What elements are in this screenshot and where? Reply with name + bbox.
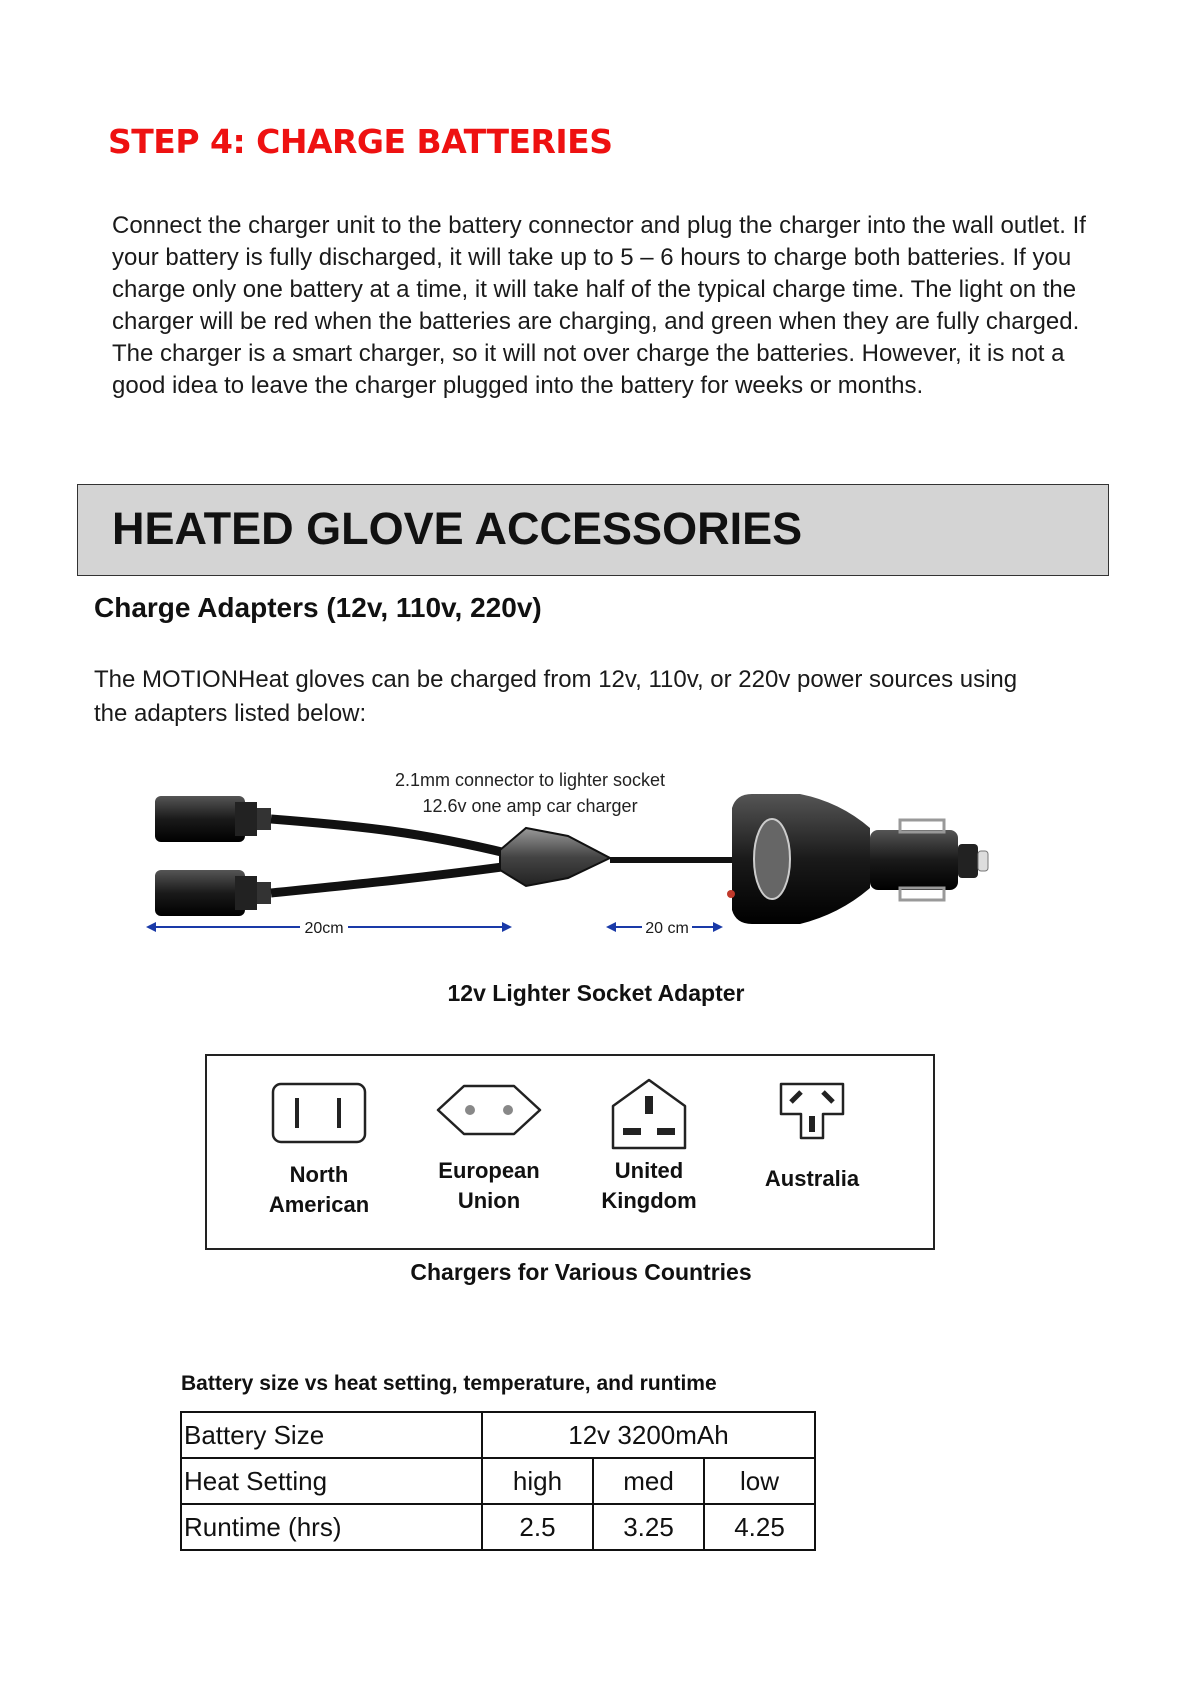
plug-label-uk: United Kingdom	[601, 1158, 697, 1213]
heat-high: high	[482, 1458, 593, 1504]
table-row	[181, 1412, 815, 1458]
plug-australia	[727, 1080, 897, 1194]
length-label-left: 20cm	[304, 920, 344, 937]
step-paragraph: Connect the charger unit to the battery connector and plug the charger into the wall outlet. If your battery is fully discharged, it will take up to 5 – 6 hours to charge both batteries. If you charge only one battery at a time, it will take half of the typical charge time. The light on the charger will be red when the batteries are charging, and green when they are fully charged. The charger is a smart charger, so it will not over charge the batteries. However, it is not a good idea to leave the charger plugged into the battery for weeks or months.	[112, 212, 1086, 399]
heat-setting-label: Heat Setting	[181, 1458, 482, 1504]
australia-plug-icon	[775, 1080, 849, 1142]
adapters-heading: Charge Adapters (12v, 110v, 220v)	[94, 592, 542, 623]
runtime-label: Runtime (hrs)	[181, 1504, 482, 1550]
plug-uk	[564, 1076, 734, 1216]
plug-north-american	[234, 1080, 404, 1220]
uk-plug-icon	[607, 1076, 691, 1152]
european-plug-icon	[434, 1080, 544, 1140]
runtime-med: 3.25	[593, 1504, 704, 1550]
section-banner	[77, 484, 1109, 576]
table-row	[181, 1504, 815, 1550]
table-title: Battery size vs heat setting, temperature, and runtime	[181, 1372, 717, 1395]
runtime-high: 2.5	[482, 1504, 593, 1550]
battery-size-value: 12v 3200mAh	[482, 1412, 815, 1458]
socket-top	[155, 796, 271, 842]
plug-label-north-american: North American	[268, 1162, 370, 1217]
table-row	[181, 1458, 815, 1504]
north-american-plug-icon	[269, 1080, 369, 1146]
lighter-socket-adapter-image	[140, 762, 1050, 944]
heat-med: med	[593, 1458, 704, 1504]
plug-european	[404, 1080, 574, 1216]
cable-figure-caption: 12v Lighter Socket Adapter	[447, 980, 745, 1006]
lighter-socket-adapter-figure	[140, 762, 1050, 944]
plug-figure-caption: Chargers for Various Countries	[410, 1259, 752, 1285]
cable-splitter	[500, 828, 610, 886]
heat-low: low	[704, 1458, 815, 1504]
runtime-table	[180, 1411, 816, 1551]
battery-size-label: Battery Size	[181, 1412, 482, 1458]
socket-bottom	[155, 870, 271, 916]
adapter-label-line1: 2.1mm connector to lighter socket	[394, 770, 666, 790]
adapters-paragraph: The MOTIONHeat gloves can be charged from 12v, 110v, or 220v power sources using the adapters listed below:	[94, 666, 1018, 727]
section-title: HEATED GLOVE ACCESSORIES	[112, 503, 803, 554]
step-title: STEP 4: CHARGE BATTERIES	[108, 122, 613, 161]
plug-types-panel	[205, 1054, 935, 1250]
adapter-label-line2: 12.6v one amp car charger	[422, 796, 638, 816]
runtime-low: 4.25	[704, 1504, 815, 1550]
length-label-right: 20 cm	[645, 920, 689, 937]
car-charger	[727, 794, 988, 924]
plug-label-european: European Union	[438, 1158, 540, 1213]
plug-label-australia: Australia	[764, 1166, 860, 1191]
